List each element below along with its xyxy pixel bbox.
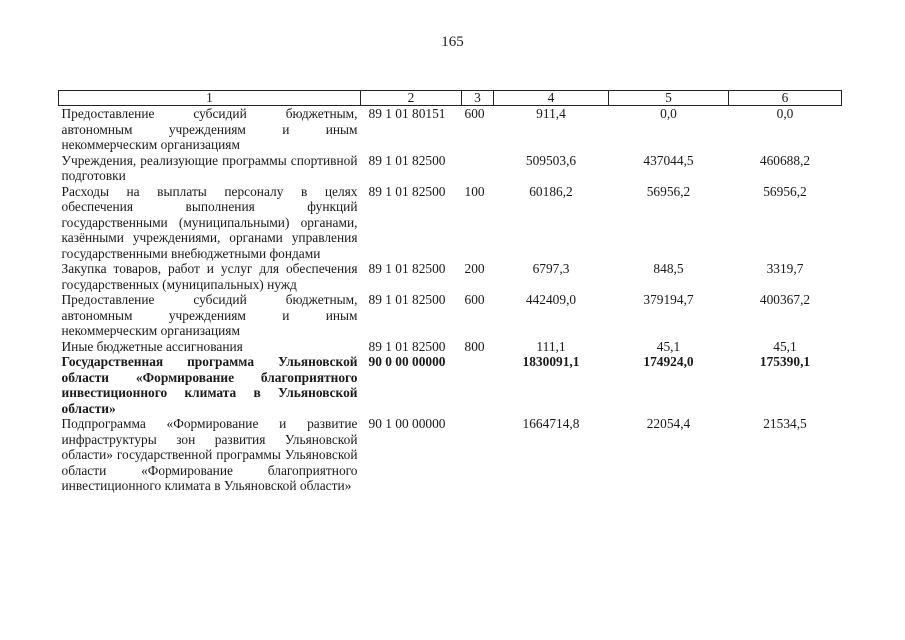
row-expense-type	[462, 354, 494, 416]
header-row	[59, 91, 842, 106]
row-code: 89 1 01 82500	[368, 152, 446, 168]
row-expense-type	[462, 153, 494, 184]
row-name: Закупка товаров, работ и услуг для обеспечения государственных (муниципальных) нужд	[61, 261, 358, 292]
row-expense-type: 600	[464, 292, 485, 307]
row-name: Предоставление субсидий бюджетным, автономным учреждениям и иным некоммерческим организациям	[61, 292, 358, 338]
row-value-year3: 45,1	[773, 338, 797, 354]
row-value-year2: 437044,5	[643, 152, 694, 168]
row-name: Иные бюджетные ассигнования	[61, 338, 243, 354]
row-expense-type: 600	[464, 106, 485, 121]
row-code: 90 0 00 00000	[368, 354, 446, 369]
column-header-expense-type: 3	[462, 91, 494, 106]
row-value-year1: 1664714,8	[522, 416, 580, 431]
table-row	[59, 292, 842, 339]
row-value-year2: 0,0	[660, 106, 677, 121]
page-number: 165	[441, 34, 464, 50]
row-value-year3: 460688,2	[759, 152, 811, 168]
row-name: Государственная программа Ульяновской области «Формирование благоприятного инвестиционного климата в Ульяновской области»	[61, 354, 358, 416]
row-value-year1: 442409,0	[525, 292, 577, 307]
row-value-year1: 1830091,1	[522, 354, 580, 369]
budget-table	[58, 90, 842, 494]
row-value-year3: 175390,1	[759, 354, 811, 369]
row-expense-type: 800	[464, 338, 485, 354]
table-row	[59, 416, 842, 494]
table-body	[59, 106, 842, 494]
row-expense-type: 200	[464, 261, 485, 276]
table-row	[59, 106, 842, 153]
row-code: 89 1 01 82500	[368, 292, 446, 307]
column-header-code: 2	[361, 91, 462, 106]
table-row	[59, 354, 842, 416]
row-value-year2: 379194,7	[643, 292, 694, 307]
table-row	[59, 184, 842, 262]
row-value-year1: 911,4	[536, 106, 566, 121]
table-row	[59, 153, 842, 184]
row-name: Подпрограмма «Формирование и развитие инфраструктуры зон развития Ульяновской области» государственной программы Ульяновской области «Формирование благоприятного инвестиционного климата в Ульяновской области»	[61, 416, 358, 493]
row-value-year1: 509503,6	[525, 152, 577, 168]
row-value-year3: 56956,2	[763, 183, 807, 199]
row-code: 89 1 01 82500	[368, 183, 446, 199]
row-expense-type: 100	[464, 183, 485, 199]
row-value-year2: 174924,0	[643, 354, 694, 369]
row-code: 89 1 01 80151	[368, 106, 446, 121]
row-value-year1: 60186,2	[529, 183, 573, 199]
column-header-year3: 6	[729, 91, 842, 106]
table-header	[59, 91, 842, 106]
row-value-year3: 3319,7	[766, 261, 804, 276]
row-value-year2: 45,1	[656, 338, 681, 354]
row-value-year1: 111,1	[536, 338, 566, 354]
column-header-name: 1	[59, 91, 361, 106]
row-name: Учреждения, реализующие программы спортивной подготовки	[61, 152, 358, 183]
row-code: 89 1 01 82500	[368, 338, 446, 354]
row-name: Расходы на выплаты персоналу в целях обеспечения выполнения функций государственными (муниципальными) органами, казёнными учреждениями, органами управления государственными внебюджетными фондами	[61, 183, 358, 261]
table-row	[59, 261, 842, 292]
column-header-year2: 5	[609, 91, 729, 106]
row-value-year3: 0,0	[776, 106, 794, 121]
row-value-year3: 21534,5	[763, 416, 807, 431]
row-value-year2: 56956,2	[646, 183, 691, 199]
row-value-year3: 400367,2	[759, 292, 811, 307]
row-value-year2: 22054,4	[646, 416, 691, 431]
table-row	[59, 339, 842, 355]
row-expense-type	[462, 416, 494, 494]
row-name: Предоставление субсидий бюджетным, автономным учреждениям и иным некоммерческим организациям	[61, 106, 358, 152]
row-code: 90 1 00 00000	[368, 416, 446, 431]
row-value-year1: 6797,3	[532, 261, 570, 276]
row-code: 89 1 01 82500	[368, 261, 446, 276]
row-value-year2: 848,5	[653, 261, 684, 276]
column-header-year1: 4	[494, 91, 609, 106]
